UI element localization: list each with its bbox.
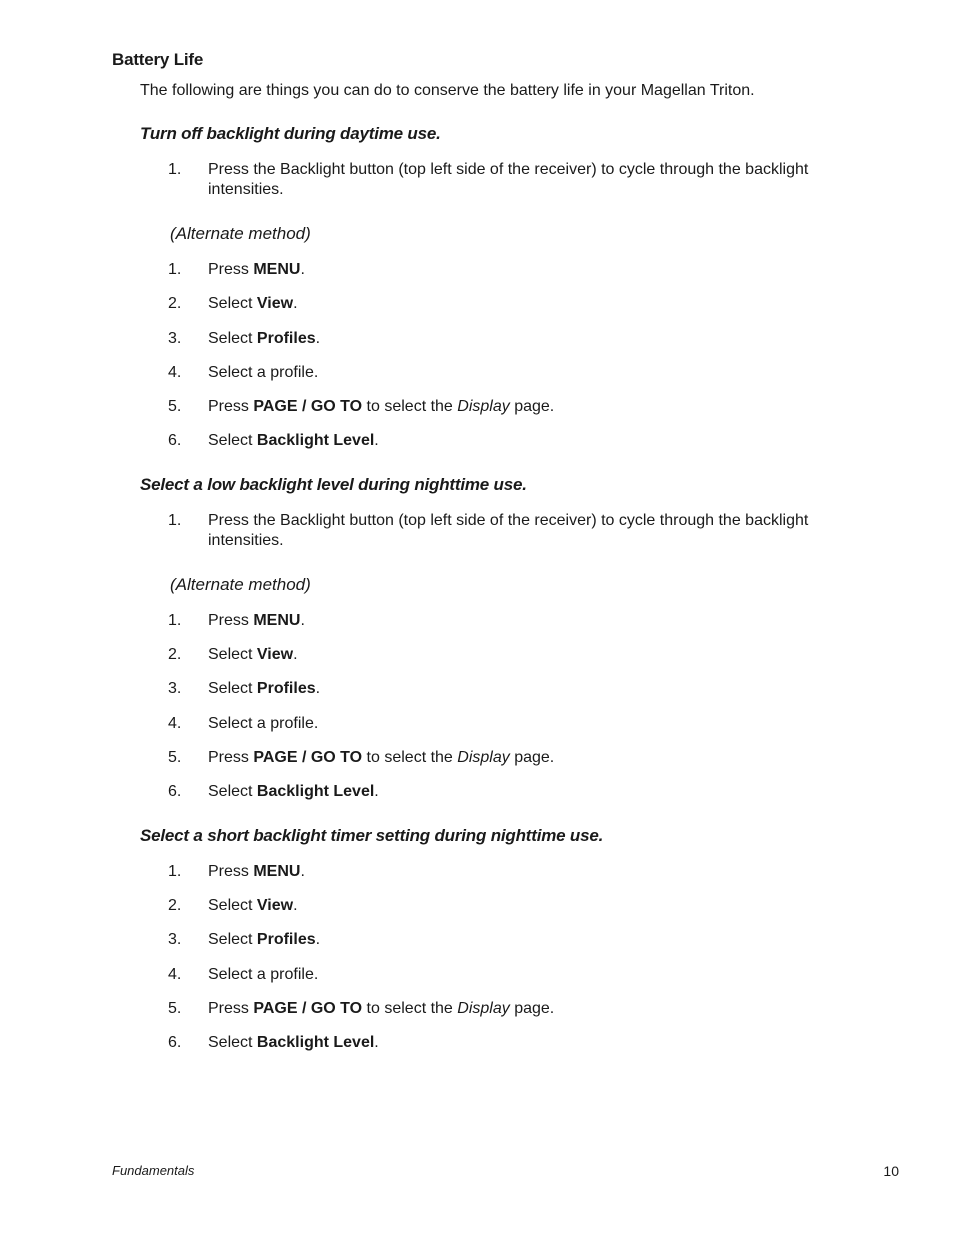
step-number: 1. <box>168 512 182 529</box>
section-heading: Battery Life <box>112 50 204 69</box>
subheading-nighttime-level: Select a low backlight level during nighttime use. <box>140 475 527 494</box>
list-item <box>168 679 868 699</box>
alternate-method-label: (Alternate method) <box>170 224 311 243</box>
step-text: Select View. <box>208 295 298 312</box>
step-number: 3. <box>168 680 182 697</box>
step-number: 3. <box>168 931 182 948</box>
step-text: Press MENU. <box>208 612 305 629</box>
alternate-method-label: (Alternate method) <box>170 575 311 594</box>
step-text: Select Backlight Level. <box>208 1034 379 1051</box>
step-number: 6. <box>168 432 182 449</box>
page-number: 10 <box>883 1163 899 1179</box>
step-number: 1. <box>168 161 182 178</box>
step-text: Select Profiles. <box>208 931 321 948</box>
step-number: 2. <box>168 897 182 914</box>
list-item <box>168 260 868 280</box>
step-text: Select Profiles. <box>208 680 321 697</box>
step-number: 1. <box>168 261 182 278</box>
list-item <box>168 611 868 631</box>
list-item <box>168 748 868 768</box>
subheading-daytime: Turn off backlight during daytime use. <box>140 124 441 143</box>
list-item <box>168 363 868 383</box>
step-text: Select Backlight Level. <box>208 432 379 449</box>
step-text: Press the Backlight button (top left side of the receiver) to cycle through the backlight intensities. <box>208 161 809 198</box>
step-number: 1. <box>168 612 182 629</box>
step-text: Select View. <box>208 646 298 663</box>
subheading-nighttime-timer: Select a short backlight timer setting during nighttime use. <box>140 826 604 845</box>
step-text: Press PAGE / GO TO to select the Display page. <box>208 1000 555 1017</box>
list-item <box>168 397 868 417</box>
step-number: 2. <box>168 295 182 312</box>
step-number: 4. <box>168 966 182 983</box>
step-text: Select a profile. <box>208 715 319 732</box>
step-number: 4. <box>168 715 182 732</box>
footer-section-name: Fundamentals <box>112 1163 195 1178</box>
list-item <box>168 329 868 349</box>
step-text: Select View. <box>208 897 298 914</box>
list-item <box>168 714 868 734</box>
intro-paragraph: The following are things you can do to conserve the battery life in your Magellan Triton. <box>140 82 755 99</box>
primary-step <box>168 511 868 551</box>
step-number: 6. <box>168 1034 182 1051</box>
list-item <box>168 1033 868 1053</box>
step-text: Press the Backlight button (top left side of the receiver) to cycle through the backlight intensities. <box>208 512 809 549</box>
list-item <box>168 431 868 451</box>
step-text: Select a profile. <box>208 966 319 983</box>
list-item <box>168 862 868 882</box>
step-text: Press MENU. <box>208 261 305 278</box>
step-number: 2. <box>168 646 182 663</box>
list-item <box>168 645 868 665</box>
step-number: 5. <box>168 1000 182 1017</box>
step-number: 6. <box>168 783 182 800</box>
step-text: Press MENU. <box>208 863 305 880</box>
step-number: 4. <box>168 364 182 381</box>
step-text: Press PAGE / GO TO to select the Display page. <box>208 398 555 415</box>
primary-step <box>168 160 868 200</box>
step-number: 3. <box>168 330 182 347</box>
list-item <box>168 294 868 314</box>
step-text: Select Backlight Level. <box>208 783 379 800</box>
step-number: 1. <box>168 863 182 880</box>
list-item <box>168 782 868 802</box>
list-item <box>168 999 868 1019</box>
list-item <box>168 965 868 985</box>
step-number: 5. <box>168 749 182 766</box>
list-item <box>168 896 868 916</box>
step-text: Select Profiles. <box>208 330 321 347</box>
list-item <box>168 930 868 950</box>
step-text: Press PAGE / GO TO to select the Display page. <box>208 749 555 766</box>
step-number: 5. <box>168 398 182 415</box>
step-text: Select a profile. <box>208 364 319 381</box>
